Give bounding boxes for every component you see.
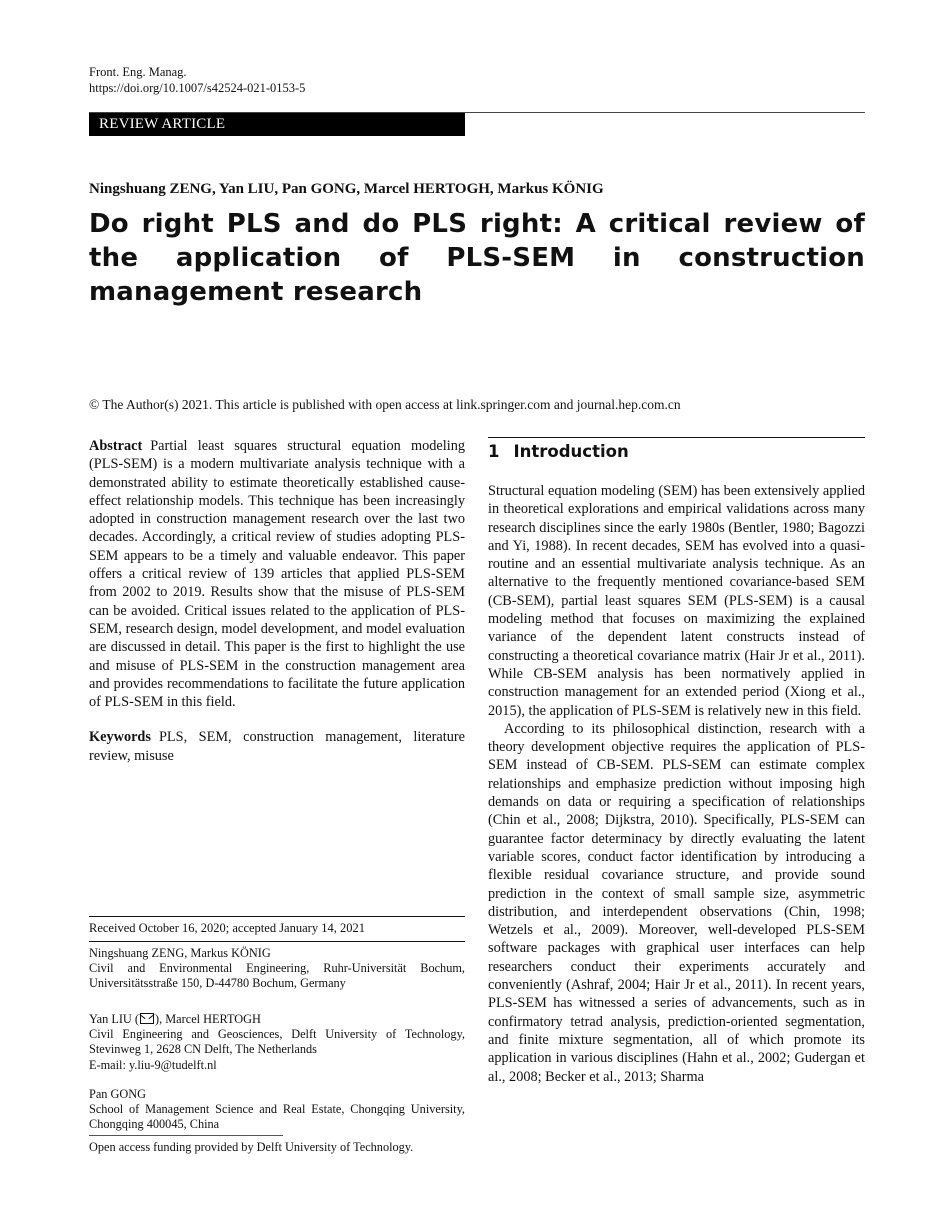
affiliation-names: Pan GONG xyxy=(89,1087,147,1101)
journal-name: Front. Eng. Manag. xyxy=(89,65,187,79)
body-paragraph: According to its philosophical distinction, research with a theory development objective requires the application of PLS-SEM instead of CB-SEM. PLS-SEM can estimate complex relationships and emphasize prediction without imposing high demands on data or requiring a specification of relationships (Chin et al., 2008; Dijkstra, 2010). Specifically, PLS-SEM can guarantee factor determinacy by directly evaluating the latent variable scores, conduct factor identification by introducing a flexible residual covariance structure, and provide sound prediction in the context of small sample size, asymmetric distribution, and interdependent observations (Chin, 1998; Wetzels et al., 2009). Moreover, well-developed PLS-SEM software packages with graphical user interfaces can help researchers conduct their experiments accurately and conveniently (Ashraf, 2004; Hair Jr et al., 2011). In recent years, PLS-SEM has witnessed a series of advancements, such as in confirmatory tetrad analysis, prediction-oriented segmentation, and finite mixture segmentation, all of which promote its application in various disciplines (Hahn et al., 2002; Gudergan et al., 2008; Becker et al., 2013; Sharma xyxy=(488,720,865,1085)
affiliation-address: Civil Engineering and Geosciences, Delft University of Technology, Stevinweg 1, 2628 CN Delft, The Netherlands xyxy=(89,1027,465,1057)
footnote-divider-rule xyxy=(89,941,465,942)
affiliation-1 xyxy=(89,946,465,992)
article-title: Do right PLS and do PLS right: A critical review of the application of PLS-SEM in construction management research xyxy=(89,209,865,307)
article-type-banner: REVIEW ARTICLE xyxy=(89,113,465,136)
affiliation-address: School of Management Science and Real Estate, Chongqing University, Chongqing 400045, China xyxy=(89,1102,465,1132)
corresponding-email[interactable]: E-mail: y.liu-9@tudelft.nl xyxy=(89,1057,217,1072)
funding-rule xyxy=(89,1135,283,1136)
abstract-label: Abstract xyxy=(89,438,143,454)
affiliation-3 xyxy=(89,1087,465,1133)
received-dates: Received October 16, 2020; accepted January 14, 2021 xyxy=(89,921,365,935)
left-column xyxy=(89,437,465,765)
keywords xyxy=(89,728,465,765)
affiliation-address: Civil and Environmental Engineering, Ruhr-Universität Bochum, Universitätsstraße 150, D-44780 Bochum, Germany xyxy=(89,961,465,991)
doi-link[interactable]: https://doi.org/10.1007/s42524-021-0153-5 xyxy=(89,81,306,95)
funding-note: Open access funding provided by Delft University of Technology. xyxy=(89,1140,414,1154)
envelope-icon xyxy=(140,1013,154,1024)
abstract xyxy=(89,437,465,711)
copyright-notice: © The Author(s) 2021. This article is published with open access at link.springer.com and journal.hep.com.cn xyxy=(89,397,681,412)
footnote-top-rule xyxy=(89,916,465,917)
section-number: 1 xyxy=(488,442,500,461)
affiliation-2 xyxy=(89,1012,465,1073)
body-paragraph: Structural equation modeling (SEM) has been extensively applied in theoretical explorations and empirical validations across many research disciplines since the early 1980s (Bentler, 1980; Bagozzi and Yi, 1988). In recent decades, SEM has evolved into a quasi-routine and an essential multivariate analysis technique. As an alternative to the frequently mentioned covariance-based SEM (CB-SEM), partial least squares SEM (PLS-SEM) is a causal modeling method that focuses on maximizing the explained variance of the dependent latent constructs instead of constructing a theoretical covariance matrix (Hair Jr et al., 2011). While CB-SEM analysis has been normatively applied in construction management for an extended period (Xiong et al., 2015), the application of PLS-SEM is relatively new in this field. xyxy=(488,483,865,719)
right-column xyxy=(488,482,865,1086)
keywords-label: Keywords xyxy=(89,729,151,746)
affiliation-names: Ningshuang ZENG, Markus KÖNIG xyxy=(89,946,271,960)
section-title: Introduction xyxy=(513,442,629,461)
keywords-text: PLS, SEM, construction management, literature review, misuse xyxy=(89,729,465,764)
section-heading xyxy=(488,442,629,461)
journal-header xyxy=(89,64,305,96)
section-rule xyxy=(488,437,865,438)
abstract-text: Partial least squares structural equation modeling (PLS-SEM) is a modern multivariate analysis technique with a demonstrated ability to estimate theoretically established cause-effect relationship models. This technique has been increasingly adopted in construction management research over the last two decades. Accordingly, a critical review of studies adopting PLS-SEM appears to be a timely and valuable endeavor. This paper offers a critical review of 139 articles that applied PLS-SEM from 2002 to 2019. Results show that the misuse of PLS-SEM can be avoided. Critical issues related to the application of PLS-SEM, research design, model development, and model evaluation are discussed in detail. This paper is the first to highlight the use and misuse of PLS-SEM in the construction management area and provides recommendations to facilitate the future application of PLS-SEM in this field. xyxy=(89,438,465,711)
affiliation-names: Yan LIU ( ), Marcel HERTOGH xyxy=(89,1012,261,1026)
author-list: Ningshuang ZENG, Yan LIU, Pan GONG, Marcel HERTOGH, Markus KÖNIG xyxy=(89,181,604,197)
